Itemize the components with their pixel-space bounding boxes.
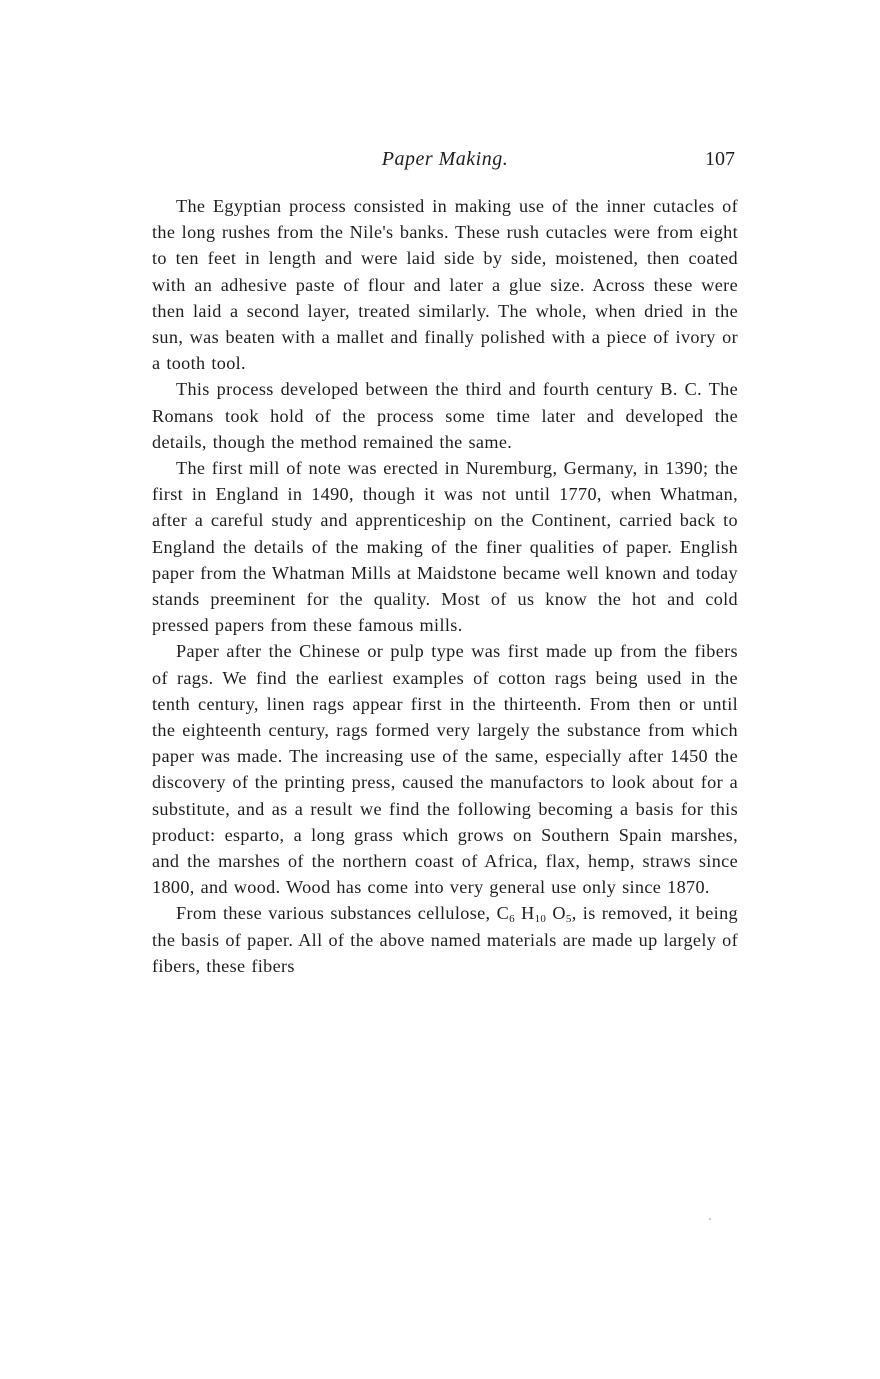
formula-hydrogen: H — [521, 903, 535, 924]
formula-carbon-count: 6 — [509, 913, 515, 926]
formula-hydrogen-count: 10 — [534, 913, 547, 926]
body-text — [152, 193, 738, 979]
formula-oxygen: O — [552, 903, 566, 924]
formula-oxygen-count: 5 — [565, 913, 572, 926]
paragraph-rag-paper: Paper after the Chinese or pulp type was first made up from the fibers of rags. We find the earliest examples of cotton rags being used in the tenth century, linen rags appear first in the thirteenth. From then or until the eighteenth century, rags formed very largely the substance from which paper was made. The increasing use of the same, especially after 1450 the discovery of the printing press, caused the manufactors to look about for a substitute, and as a result we find the following becoming a basis for this product: esparto, a long grass which grows on Southern Spain marshes, and the marshes of the northern coast of Africa, flax, hemp, straws since 1800, and wood. Wood has come into very general use only since 1870. — [152, 641, 738, 898]
paragraph-egyptian-process: The Egyptian process consisted in making use of the inner cutacles of the long rushes from the Nile's banks. These rush cutacles were from eight to ten feet in length and were laid side by side, moistened, then coated with an adhesive paste of flour and later a glue size. Across these were then laid a second layer, treated similarly. The whole, when dried in the sun, was beaten with a mallet and finally polished with a piece of ivory or a tooth tool. — [152, 196, 738, 374]
page-number: 107 — [705, 148, 735, 170]
cellulose-text-before: From these various substances cellulose, — [176, 903, 497, 924]
running-title: Paper Making. — [381, 148, 509, 170]
paragraph-process-development: This process developed between the third and fourth century B. C. The Romans took hold of the process some time later and developed the details, though the method remained the same. — [152, 379, 738, 452]
paragraph-first-mill: The first mill of note was erected in Nuremburg, Germany, in 1390; the first in England in 1490, though it was not until 1770, when Whatman, after a careful study and apprenticeship on the Continent, carried back to England the details of the making of the finer qualities of paper. English paper from the Whatman Mills at Maidstone became well known and today stands preeminent for the quality. Most of us know the hot and cold pressed papers from these famous mills. — [152, 458, 738, 636]
running-head — [150, 145, 740, 175]
cellulose-text-after: , is removed, it being the basis of paper. All of the above named materials are made up largely of fibers, these fibers — [152, 903, 738, 976]
paper-speck — [709, 1218, 711, 1220]
paragraph-cellulose — [152, 900, 738, 979]
formula-carbon: C — [496, 903, 510, 924]
cellulose-formula — [496, 903, 572, 926]
